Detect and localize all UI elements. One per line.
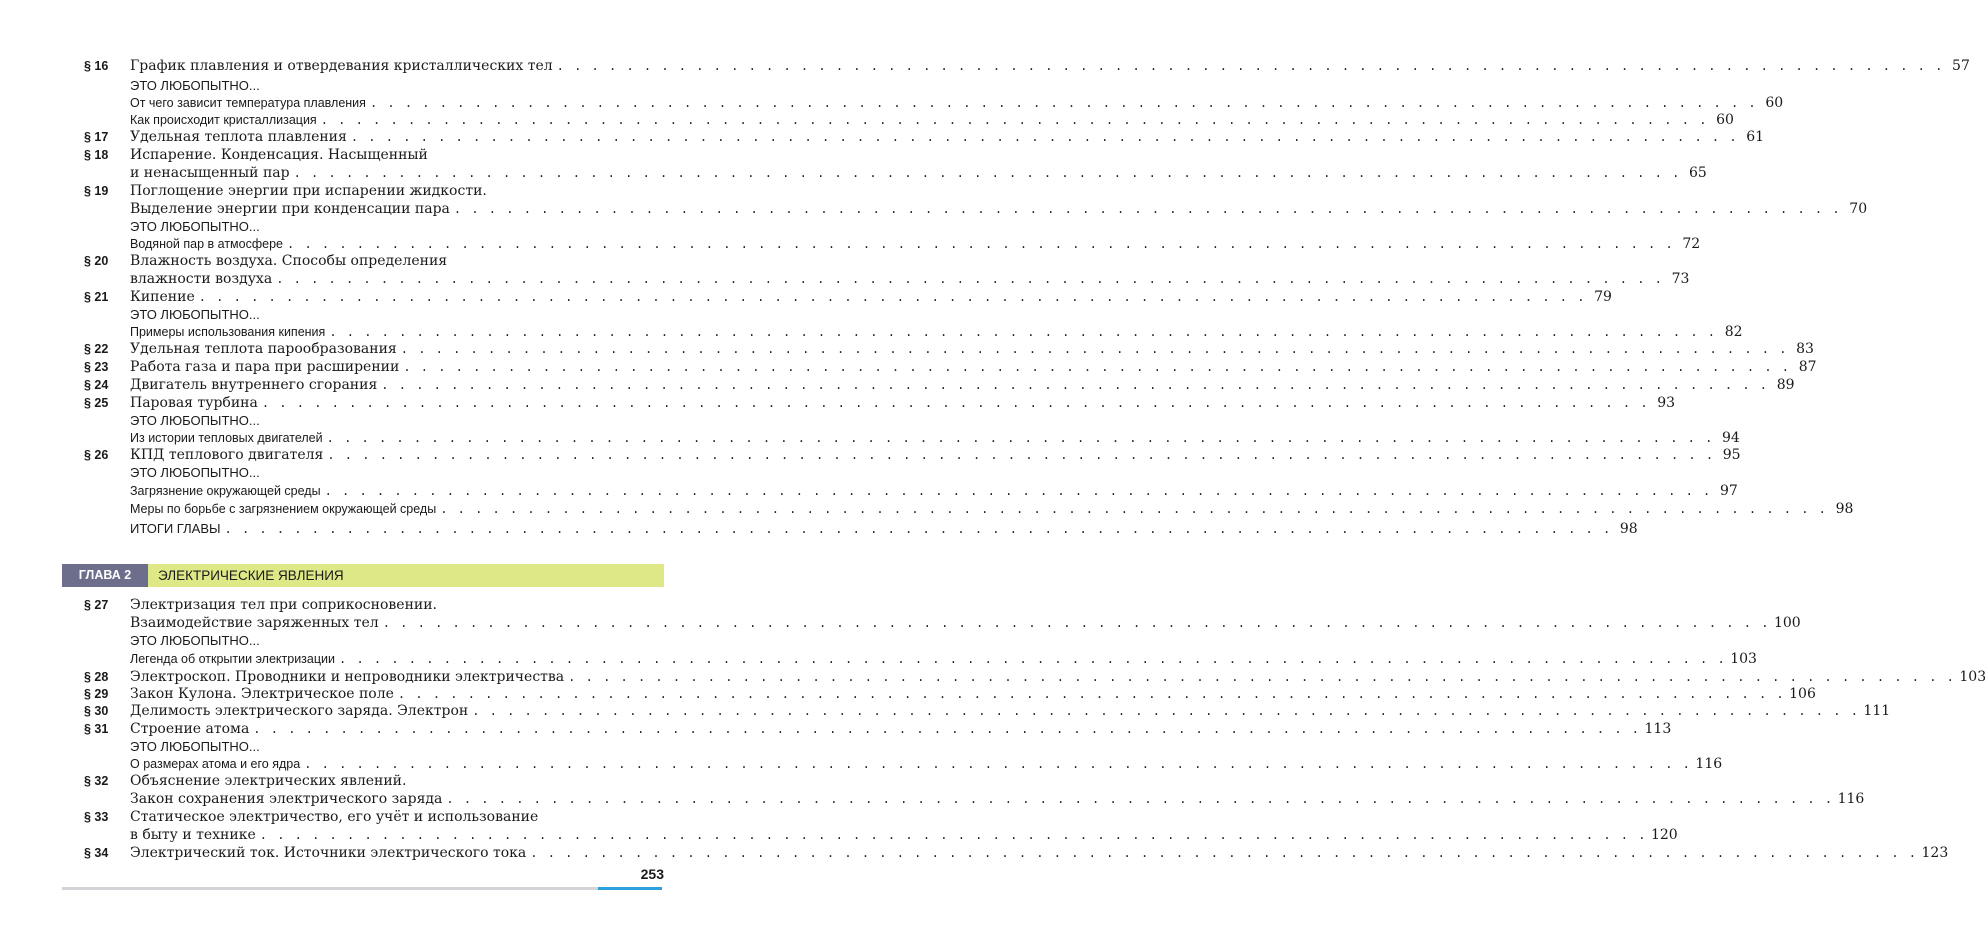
toc-entry bbox=[84, 614, 1801, 632]
toc-entry bbox=[84, 668, 1986, 686]
dot-leader: . . . . . . . . . . . . . . . . . . . . . . . . . . . . . . . . . . . . . . . . . . . . . . . . . . . . . . . . . . . . . . . . . . . . . . . . . . . . . . . . bbox=[350, 130, 1739, 144]
toc-entry bbox=[84, 146, 664, 164]
toc-entry bbox=[84, 252, 664, 270]
entry-title: Удельная теплота плавления bbox=[130, 129, 347, 145]
entry-page: 95 bbox=[1722, 447, 1741, 463]
toc-entry bbox=[84, 200, 1868, 218]
dot-leader: . . . . . . . . . . . . . . . . . . . . . . . . . . . . . . . . . . . . . . . . . . . . . . . . . . . . . . . . . . . . . . . . . . . . . . . . . . . . . . . . bbox=[326, 431, 1714, 445]
toc-entry bbox=[84, 323, 1743, 341]
section-number: § 29 bbox=[84, 687, 109, 701]
toc-entry bbox=[84, 500, 1854, 518]
entry-title: График плавления и отвердевания кристаллических тел bbox=[130, 58, 553, 74]
footer-rule bbox=[62, 887, 598, 890]
entry-title: влажности воздуха bbox=[130, 271, 273, 287]
section-number: § 18 bbox=[84, 148, 109, 162]
entry-title: ЭТО ЛЮБОПЫТНО... bbox=[130, 307, 260, 322]
footer-accent-rule bbox=[598, 887, 662, 890]
section-number: § 22 bbox=[84, 342, 109, 356]
entry-page: 120 bbox=[1650, 827, 1678, 843]
toc-entry bbox=[84, 235, 1701, 253]
dot-leader: . . . . . . . . . . . . . . . . . . . . . . . . . . . . . . . . . . . . . . . . . . . . . . . . . . . . . . . . . . . . . . . . . . . . . . . . . . . . . . . . bbox=[403, 360, 1791, 374]
entry-page: 106 bbox=[1789, 686, 1816, 702]
entry-title: Электроскоп. Проводники и непроводники электричества bbox=[130, 669, 565, 685]
entry-title: Испарение. Конденсация. Насыщенный bbox=[130, 147, 428, 163]
chapter-header bbox=[62, 564, 664, 587]
entry-title: ЭТО ЛЮБОПЫТНО... bbox=[130, 465, 260, 480]
dot-leader: . . . . . . . . . . . . . . . . . . . . . . . . . . . . . . . . . . . . . . . . . . . . . . . . . . . . . . . . . . . . . . . . . . . . . . . . . . . . . . . . bbox=[556, 59, 1944, 73]
toc-entry bbox=[84, 844, 1949, 862]
entry-page: 123 bbox=[1921, 845, 1949, 861]
entry-page: 97 bbox=[1719, 483, 1738, 499]
entry-page: 65 bbox=[1688, 165, 1707, 181]
section-number: § 28 bbox=[84, 670, 109, 684]
entry-title: Делимость электрического заряда. Электрон bbox=[130, 703, 469, 719]
section-number: § 31 bbox=[84, 722, 109, 736]
dot-leader: . . . . . . . . . . . . . . . . . . . . . . . . . . . . . . . . . . . . . . . . . . . . . . . . . . . . . . . . . . . . . . . . . . . . . . . . . . . . . . . . bbox=[397, 687, 1786, 701]
entry-page: 60 bbox=[1765, 95, 1784, 111]
toc-entry bbox=[84, 164, 1707, 182]
entry-page: 57 bbox=[1952, 58, 1970, 74]
entry-title: Меры по борьбе с загрязнением окружающей среды bbox=[130, 502, 437, 516]
toc-entry bbox=[84, 376, 1795, 394]
entry-page: 98 bbox=[1619, 521, 1638, 537]
section-number: § 27 bbox=[84, 598, 109, 612]
entry-page: 72 bbox=[1682, 236, 1701, 252]
entry-title: Объяснение электрических явлений. bbox=[130, 773, 407, 789]
section-number: § 21 bbox=[84, 290, 109, 304]
entry-page: 79 bbox=[1594, 289, 1612, 305]
entry-title: ЭТО ЛЮБОПЫТНО... bbox=[130, 633, 260, 648]
chapter-label: ГЛАВА 2 bbox=[62, 564, 148, 587]
entry-title: Электризация тел при соприкосновении. bbox=[130, 597, 438, 613]
toc-entry bbox=[84, 464, 664, 482]
entry-title: КПД теплового двигателя bbox=[130, 447, 324, 463]
toc-entry bbox=[84, 520, 1638, 538]
toc-entry bbox=[84, 632, 664, 650]
section-number: § 24 bbox=[84, 378, 109, 392]
entry-title: Примеры использования кипения bbox=[130, 325, 326, 339]
toc-entry bbox=[84, 685, 1816, 703]
section-number: § 20 bbox=[84, 254, 109, 268]
entry-title: в быту и технике bbox=[130, 827, 256, 843]
dot-leader: . . . . . . . . . . . . . . . . . . . . . . . . . . . . . . . . . . . . . . . . . . . . . . . . . . . . . . . . . . . . . . . . . . . . . . . . . . . . . . . . bbox=[304, 757, 1692, 771]
dot-leader: . . . . . . . . . . . . . . . . . . . . . . . . . . . . . . . . . . . . . . . . . . . . . . . . . . . . . . . . . . . . . . . . . . . . . . . . . . . . . . . . bbox=[530, 846, 1918, 860]
dot-leader: . . . . . . . . . . . . . . . . . . . . . . . . . . . . . . . . . . . . . . . . . . . . . . . . . . . . . . . . . . . . . . . . . . . . . . . . . . . . . . . . bbox=[400, 342, 1788, 356]
entry-title: Из истории тепловых двигателей bbox=[130, 431, 323, 445]
section-number: § 32 bbox=[84, 774, 109, 788]
entry-title: О размерах атома и его ядра bbox=[130, 757, 301, 771]
entry-page: 70 bbox=[1849, 201, 1868, 217]
entry-title: Электрический ток. Источники электрического тока bbox=[130, 845, 527, 861]
entry-page: 103 bbox=[1959, 669, 1986, 685]
section-number: § 30 bbox=[84, 704, 109, 718]
toc-entry bbox=[84, 288, 1612, 306]
entry-title: ЭТО ЛЮБОПЫТНО... bbox=[130, 78, 260, 93]
dot-leader: . . . . . . . . . . . . . . . . . . . . . . . . . . . . . . . . . . . . . . . . . . . . . . . . . . . . . . . . . . . . . . . . . . . . . . . . . . . . . . . . bbox=[320, 113, 1708, 127]
toc-entry bbox=[84, 270, 1690, 288]
toc-entry bbox=[84, 772, 664, 790]
entry-page: 61 bbox=[1746, 129, 1765, 145]
toc-entry bbox=[84, 306, 664, 324]
dot-leader: . . . . . . . . . . . . . . . . . . . . . . . . . . . . . . . . . . . . . . . . . . . . . . . . . . . . . . . . . . . . . . . . . . . . . . . . . . . . . . . . bbox=[329, 325, 1717, 339]
dot-leader: . . . . . . . . . . . . . . . . . . . . . . . . . . . . . . . . . . . . . . . . . . . . . . . . . . . . . . . . . . . . . . . . . . . . . . . . . . . . . . . . bbox=[324, 484, 1712, 498]
dot-leader: . . . . . . . . . . . . . . . . . . . . . . . . . . . . . . . . . . . . . . . . . . . . . . . . . . . . . . . . . . . . . . . . . . . . . . . . . . . . . . . . bbox=[568, 670, 1956, 684]
toc-entry bbox=[84, 218, 664, 236]
dot-leader: . . . . . . . . . . . . . . . . . . . . . . . . . . . . . . . . . . . . . . . . . . . . . . . . . . . . . . . . . . . . . . . . . . . . . . . . . . . . . . . . bbox=[253, 722, 1641, 736]
entry-page: 73 bbox=[1671, 271, 1690, 287]
dot-leader: . . . . . . . . . . . . . . . . . . . . . . . . . . . . . . . . . . . . . . . . . . . . . . . . . . . . . . . . . . . . . . . . . . . . . . . . . . . . . . . . bbox=[198, 290, 1586, 304]
toc-entry bbox=[84, 429, 1740, 447]
toc-entry bbox=[84, 702, 1891, 720]
entry-page: 103 bbox=[1730, 651, 1757, 667]
section-number: § 19 bbox=[84, 184, 109, 198]
toc-entry bbox=[84, 77, 664, 95]
entry-page: 89 bbox=[1776, 377, 1795, 393]
entry-title: Взаимодействие заряженных тел bbox=[130, 615, 379, 631]
dot-leader: . . . . . . . . . . . . . . . . . . . . . . . . . . . . . . . . . . . . . . . . . . . . . . . . . . . . . . . . . . . . . . . . . . . . . . . . . . . . . . . . bbox=[339, 652, 1727, 666]
entry-page: 87 bbox=[1798, 359, 1817, 375]
entry-title: Поглощение энергии при испарении жидкости. bbox=[130, 183, 487, 199]
toc-entry bbox=[84, 412, 664, 430]
toc-entry bbox=[84, 57, 1970, 75]
dot-leader: . . . . . . . . . . . . . . . . . . . . . . . . . . . . . . . . . . . . . . . . . . . . . . . . . . . . . . . . . . . . . . . . . . . . . . . . . . . . . . . . bbox=[453, 202, 1842, 216]
entry-title: Водяной пар в атмосфере bbox=[130, 237, 283, 251]
dot-leader: . . . . . . . . . . . . . . . . . . . . . . . . . . . . . . . . . . . . . . . . . . . . . . . . . . . . . . . . . . . . . . . . . . . . . . . . . . . . . . . . bbox=[261, 396, 1650, 410]
dot-leader: . . . . . . . . . . . . . . . . . . . . . . . . . . . . . . . . . . . . . . . . . . . . . . . . . . . . . . . . . . . . . . . . . . . . . . . . . . . . . . . . bbox=[446, 792, 1834, 806]
dot-leader: . . . . . . . . . . . . . . . . . . . . . . . . . . . . . . . . . . . . . . . . . . . . . . . . . . . . . . . . . . . . . . . . . . . . . . . . . . . . . . . . bbox=[440, 502, 1828, 516]
page-number: 253 bbox=[640, 866, 664, 882]
entry-title: Работа газа и пара при расширении bbox=[130, 359, 400, 375]
entry-title: Паровая турбина bbox=[130, 395, 258, 411]
entry-title: Загрязнение окружающей среды bbox=[130, 484, 321, 498]
entry-title: Закон Кулона. Электрическое поле bbox=[130, 686, 394, 702]
entry-title: Удельная теплота парообразования bbox=[130, 341, 397, 357]
section-number: § 26 bbox=[84, 448, 109, 462]
toc-entry bbox=[84, 182, 664, 200]
entry-page: 98 bbox=[1835, 501, 1854, 517]
entry-page: 116 bbox=[1695, 756, 1723, 772]
dot-leader: . . . . . . . . . . . . . . . . . . . . . . . . . . . . . . . . . . . . . . . . . . . . . . . . . . . . . . . . . . . . . . . . . . . . . . . . . . . . . . . . bbox=[287, 237, 1675, 251]
entry-title: Влажность воздуха. Способы определения bbox=[130, 253, 448, 269]
entry-page: 100 bbox=[1773, 615, 1801, 631]
entry-page: 113 bbox=[1644, 721, 1672, 737]
toc-entry bbox=[84, 650, 1757, 668]
entry-title: Выделение энергии при конденсации пара bbox=[130, 201, 450, 217]
toc-entry bbox=[84, 720, 1672, 738]
entry-page: 93 bbox=[1657, 395, 1676, 411]
entry-title: Двигатель внутреннего сгорания bbox=[130, 377, 378, 393]
entry-title: Закон сохранения электрического заряда bbox=[130, 791, 443, 807]
dot-leader: . . . . . . . . . . . . . . . . . . . . . . . . . . . . . . . . . . . . . . . . . . . . . . . . . . . . . . . . . . . . . . . . . . . . . . . . . . . . . . . . bbox=[293, 166, 1681, 180]
toc-entry bbox=[84, 826, 1678, 844]
toc-entry bbox=[84, 358, 1817, 376]
toc-entry bbox=[84, 94, 1784, 112]
dot-leader: . . . . . . . . . . . . . . . . . . . . . . . . . . . . . . . . . . . . . . . . . . . . . . . . . . . . . . . . . . . . . . . . . . . . . . . . . . . . . . . . bbox=[276, 272, 1664, 286]
toc-entry bbox=[84, 128, 1765, 146]
section-number: § 23 bbox=[84, 360, 109, 374]
entry-page: 82 bbox=[1724, 324, 1743, 340]
toc-entry bbox=[84, 111, 1734, 129]
entry-page: 83 bbox=[1796, 341, 1814, 357]
entry-title: и ненасыщенный пар bbox=[130, 165, 290, 181]
entry-page: 60 bbox=[1716, 112, 1734, 128]
dot-leader: . . . . . . . . . . . . . . . . . . . . . . . . . . . . . . . . . . . . . . . . . . . . . . . . . . . . . . . . . . . . . . . . . . . . . . . . . . . . . . . . bbox=[382, 616, 1770, 630]
entry-title: ЭТО ЛЮБОПЫТНО... bbox=[130, 739, 260, 754]
toc-entry bbox=[84, 808, 664, 826]
chapter-title: ЭЛЕКТРИЧЕСКИЕ ЯВЛЕНИЯ bbox=[148, 564, 664, 587]
dot-leader: . . . . . . . . . . . . . . . . . . . . . . . . . . . . . . . . . . . . . . . . . . . . . . . . . . . . . . . . . . . . . . . . . . . . . . . . . . . . . . . . bbox=[472, 704, 1860, 718]
toc-entry bbox=[84, 446, 1741, 464]
section-number: § 16 bbox=[84, 59, 109, 73]
entry-page: 111 bbox=[1863, 703, 1891, 719]
section-number: § 25 bbox=[84, 396, 109, 410]
toc-entry bbox=[84, 340, 1814, 358]
toc-entry bbox=[84, 482, 1738, 500]
toc-entry bbox=[84, 755, 1723, 773]
dot-leader: . . . . . . . . . . . . . . . . . . . . . . . . . . . . . . . . . . . . . . . . . . . . . . . . . . . . . . . . . . . . . . . . . . . . . . . . . . . . . . . . bbox=[327, 448, 1715, 462]
dot-leader: . . . . . . . . . . . . . . . . . . . . . . . . . . . . . . . . . . . . . . . . . . . . . . . . . . . . . . . . . . . . . . . . . . . . . . . . . . . . . . . . bbox=[381, 378, 1769, 392]
entry-page: 116 bbox=[1837, 791, 1865, 807]
section-number: § 17 bbox=[84, 130, 109, 144]
entry-page: 94 bbox=[1722, 430, 1740, 446]
toc-entry bbox=[84, 790, 1865, 808]
section-number: § 34 bbox=[84, 846, 109, 860]
entry-title: Кипение bbox=[130, 289, 195, 305]
toc-entry bbox=[84, 738, 664, 756]
toc-entry bbox=[84, 394, 1676, 412]
entry-title: ИТОГИ ГЛАВЫ bbox=[130, 521, 221, 536]
dot-leader: . . . . . . . . . . . . . . . . . . . . . . . . . . . . . . . . . . . . . . . . . . . . . . . . . . . . . . . . . . . . . . . . . . . . . . . . . . . . . . . . bbox=[369, 96, 1758, 110]
entry-title: ЭТО ЛЮБОПЫТНО... bbox=[130, 413, 260, 428]
entry-title: Легенда об открытии электризации bbox=[130, 652, 335, 666]
entry-title: Статическое электричество, его учёт и использование bbox=[130, 809, 539, 825]
entry-title: ЭТО ЛЮБОПЫТНО... bbox=[130, 219, 260, 234]
entry-title: От чего зависит температура плавления bbox=[130, 96, 366, 110]
entry-title: Строение атома bbox=[130, 721, 250, 737]
toc-entry bbox=[84, 596, 664, 614]
dot-leader: . . . . . . . . . . . . . . . . . . . . . . . . . . . . . . . . . . . . . . . . . . . . . . . . . . . . . . . . . . . . . . . . . . . . . . . . . . . . . . . . bbox=[224, 522, 1612, 536]
entry-title: Как происходит кристаллизация bbox=[130, 113, 317, 127]
dot-leader: . . . . . . . . . . . . . . . . . . . . . . . . . . . . . . . . . . . . . . . . . . . . . . . . . . . . . . . . . . . . . . . . . . . . . . . . . . . . . . . . bbox=[259, 828, 1647, 842]
section-number: § 33 bbox=[84, 810, 109, 824]
